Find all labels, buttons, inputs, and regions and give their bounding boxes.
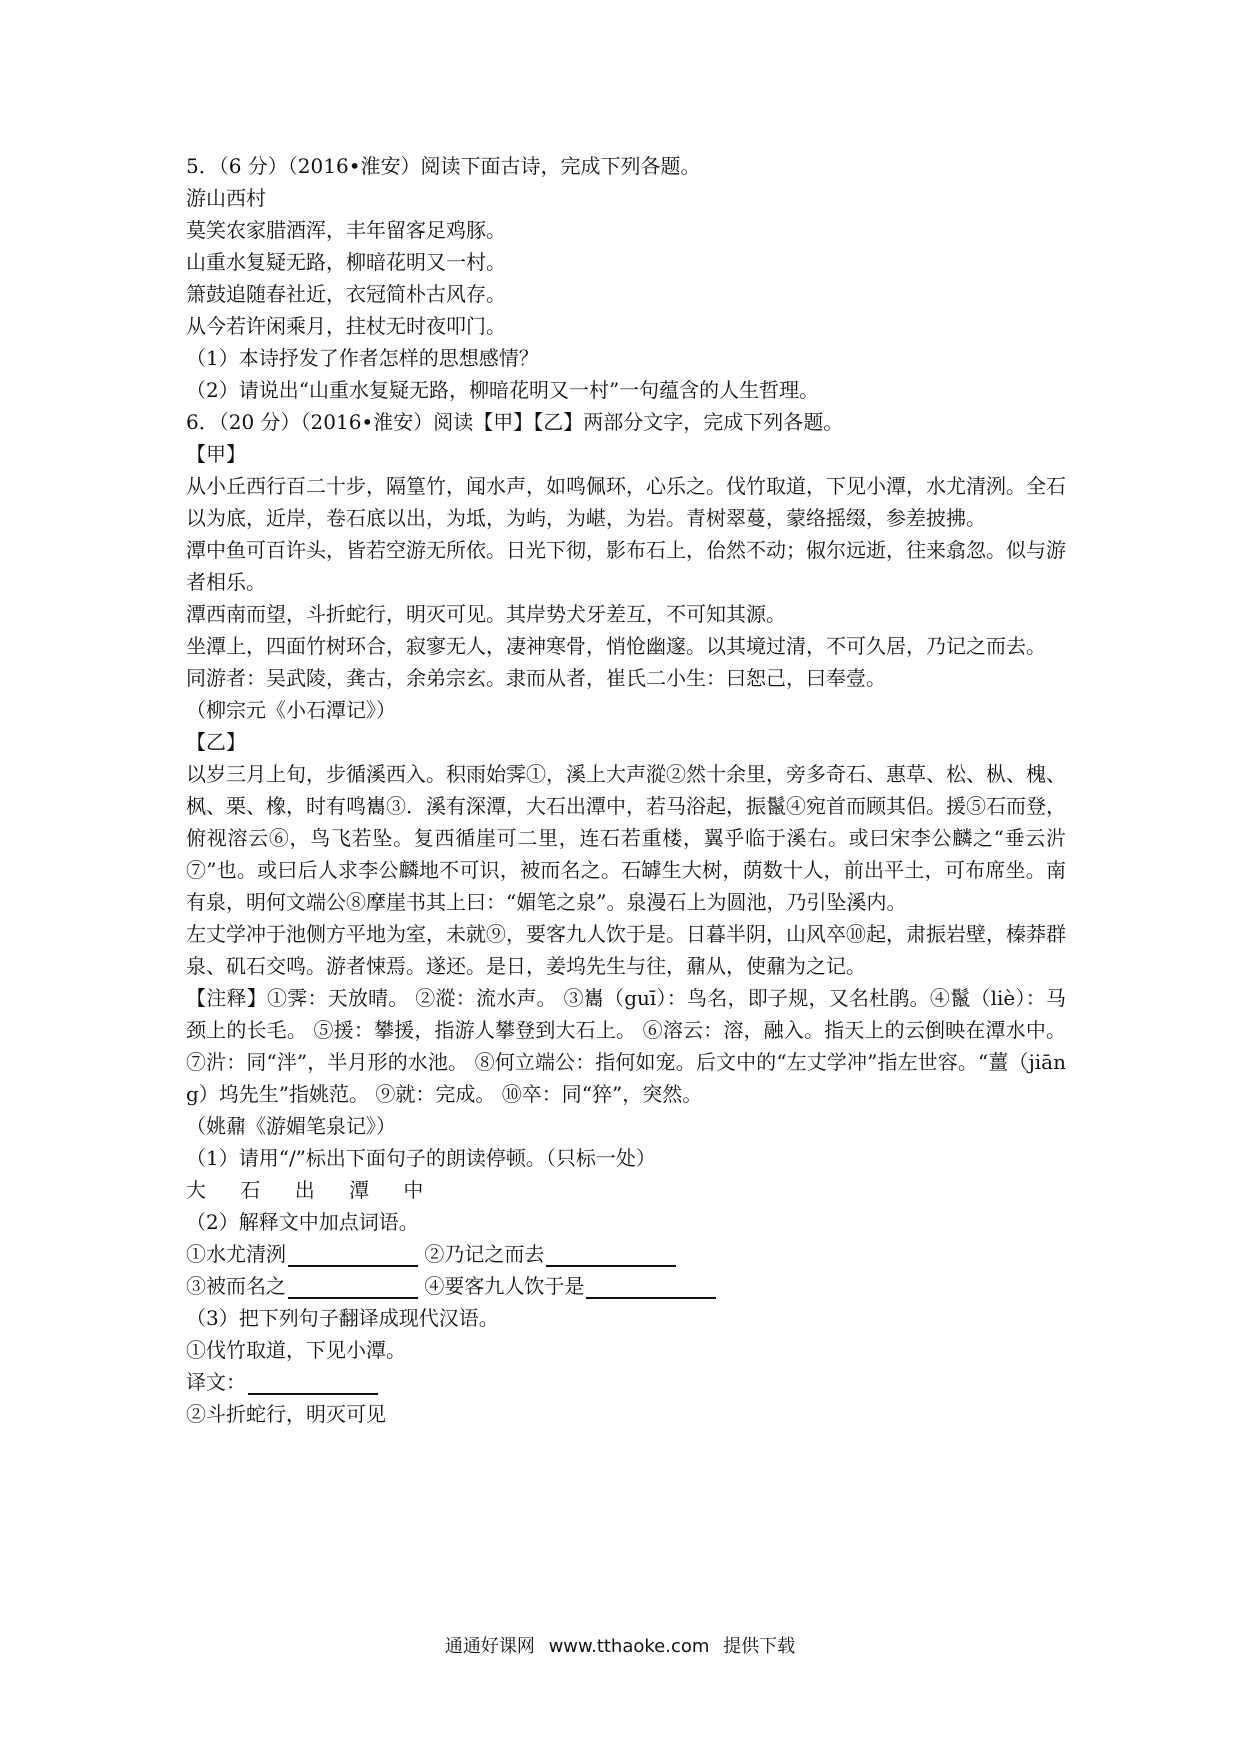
- passage-jia-paragraph: 潭中鱼可百许头，皆若空游无所依。日光下彻，影布石上，佁然不动；俶尔远逝，往来翕忽。似与游者相乐。: [186, 538, 1066, 594]
- passage-yi-label: 【乙】: [186, 730, 246, 754]
- passage-yi-annotations: 【注释】①霁：天放晴。 ②漎：流水声。 ③巂（guī）：鸟名，即子规，又名杜鹃。④鬣（liè）：马颈上的长毛。 ⑤援：攀援，指游人攀登到大石上。 ⑥溶云：溶，融入。指天上的云倒映在潭水中。 ⑦沜：同“泮”，半月形的水池。 ⑧何立端公：指何如宠。后文中的“左丈学冲”指左世容。“薑（jiāng）坞先生”指姚范。 ⑨就：完成。 ⑩卒：同“猝”，突然。: [186, 986, 1066, 1106]
- question-5-header: 5．（6 分）（2016•淮安）阅读下面古诗，完成下列各题。: [186, 154, 701, 178]
- translate-item: ②斗折蛇行，明灭可见: [186, 1402, 386, 1426]
- poem-title: 游山西村: [186, 186, 266, 210]
- answer-blank[interactable]: [288, 1275, 418, 1299]
- word-explain-row: [186, 1238, 1066, 1270]
- answer-blank[interactable]: [546, 1243, 676, 1267]
- question-5-sub-2: （2）请说出“山重水复疑无路，柳暗花明又一村”一句蕴含的人生哲理。: [186, 378, 820, 402]
- poem-line: 箫鼓追随春社近，衣冠简朴古风存。: [186, 282, 506, 306]
- passage-jia-paragraph: 潭西南而望，斗折蛇行，明灭可见。其岸势犬牙差互，不可知其源。: [186, 602, 786, 626]
- word-item: ①水尤清洌: [186, 1242, 286, 1266]
- document-page: [186, 150, 1066, 1430]
- answer-blank[interactable]: [586, 1275, 716, 1299]
- footer-url[interactable]: www.tthaoke.com: [548, 1636, 710, 1657]
- passage-jia-paragraph: 同游者：吴武陵，龚古，余弟宗玄。隶而从者，崔氏二小生：曰恕己，曰奉壹。: [186, 666, 886, 690]
- page-footer: [0, 1632, 1240, 1658]
- passage-yi-source: （姚鼐《游媚笔泉记》）: [186, 1114, 396, 1138]
- pause-mark-sentence: 大 石 出 潭 中: [186, 1178, 438, 1202]
- passage-yi-paragraph: 以岁三月上旬，步循溪西入。积雨始霁①，溪上大声漎②然十余里，旁多奇石、惠草、松、枞、槐、枫、栗、橡，时有鸣巂③．溪有深潭，大石出潭中，若马浴起，振鬣④宛首而顾其侣。援⑤石而登，俯视溶云⑥，鸟飞若坠。复西循崖可二里，连石若重楼，翼乎临于溪右。或曰宋李公麟之“垂云沜⑦”也。或曰后人求李公麟地不可识，被而名之。石罅生大树，荫数十人，前出平土，可布席坐。南有泉，明何文端公⑧摩崖书其上曰：“媚笔之泉”。泉漫石上为圆池，乃引坠溪内。: [186, 762, 1066, 914]
- answer-blank[interactable]: [288, 1243, 418, 1267]
- word-item: ②乃记之而去: [424, 1242, 545, 1266]
- question-6-sub-2: （2）解释文中加点词语。: [186, 1210, 419, 1234]
- translate-item: ①伐竹取道，下见小潭。: [186, 1338, 406, 1362]
- passage-jia-paragraph: 从小丘西行百二十步，隔篁竹，闻水声，如鸣佩环，心乐之。伐竹取道，下见小潭，水尤清洌。全石以为底，近岸，卷石底以出，为坻，为屿，为嵁，为岩。青树翠蔓，蒙络摇缀，参差披拂。: [186, 474, 1066, 530]
- answer-blank[interactable]: [248, 1371, 378, 1395]
- passage-jia-source: （柳宗元《小石潭记》）: [186, 698, 396, 722]
- question-6-sub-1: （1）请用“/”标出下面句子的朗读停顿。（只标一处）: [186, 1146, 656, 1170]
- word-item: ③被而名之: [186, 1274, 286, 1298]
- poem-line: 莫笑农家腊酒浑，丰年留客足鸡豚。: [186, 218, 506, 242]
- footer-site-name: 通通好课网: [444, 1636, 535, 1657]
- translation-row: [186, 1366, 1066, 1398]
- passage-jia-paragraph: 坐潭上，四面竹树环合，寂寥无人，凄神寒骨，悄怆幽邃。以其境过清，不可久居，乃记之而去。: [186, 634, 1046, 658]
- poem-line: 山重水复疑无路，柳暗花明又一村。: [186, 250, 506, 274]
- translation-label: 译文：: [186, 1370, 246, 1394]
- passage-yi-paragraph: 左丈学冲于池侧方平地为室，未就⑨，要客九人饮于是。日暮半阴，山风卒⑩起，肃振岩壁，榛莽群泉、矶石交鸣。游者悚焉。遂还。是日，姜坞先生与往，鼐从，使鼐为之记。: [186, 922, 1066, 978]
- question-6-header: 6．（20 分）（2016•淮安）阅读【甲】【乙】两部分文字，完成下列各题。: [186, 410, 844, 434]
- question-6-sub-3: （3）把下列句子翻译成现代汉语。: [186, 1306, 499, 1330]
- poem-line: 从今若许闲乘月，拄杖无时夜叩门。: [186, 314, 506, 338]
- question-5-sub-1: （1）本诗抒发了作者怎样的思想感情？: [186, 346, 539, 370]
- word-explain-row: [186, 1270, 1066, 1302]
- word-item: ④要客九人饮于是: [424, 1274, 585, 1298]
- passage-jia-label: 【甲】: [186, 442, 246, 466]
- footer-suffix: 提供下载: [723, 1636, 796, 1657]
